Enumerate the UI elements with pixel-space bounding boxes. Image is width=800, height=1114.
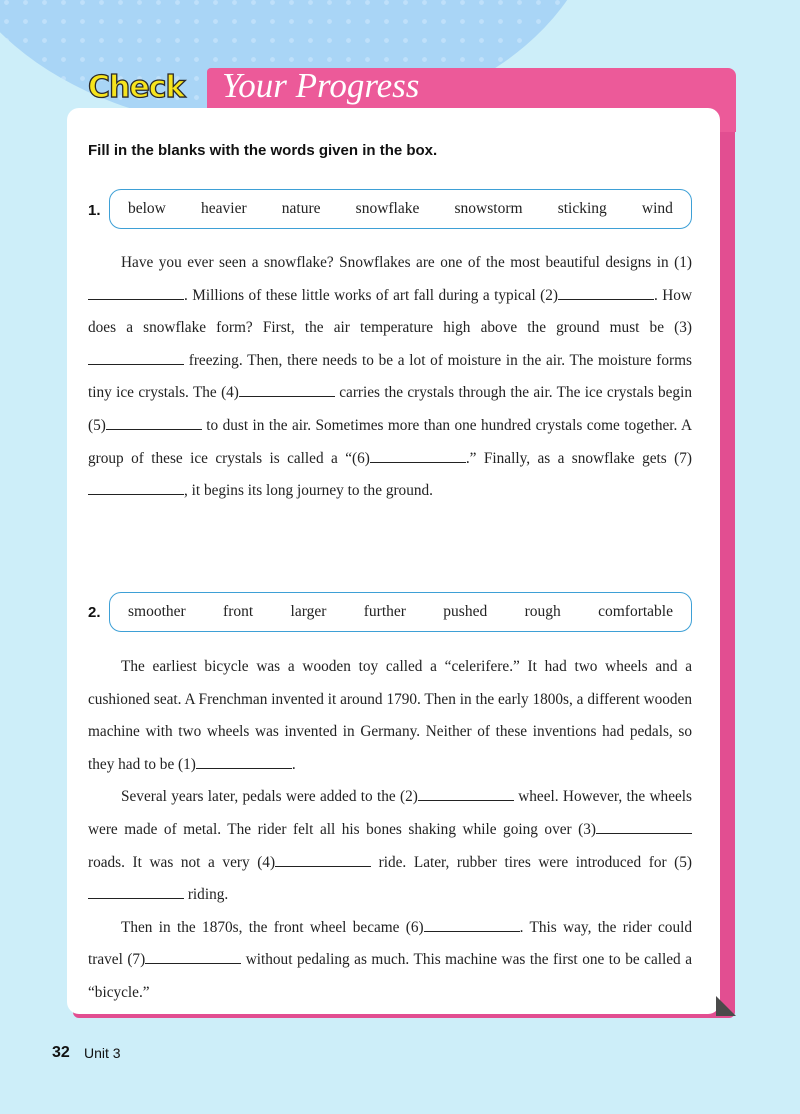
passage-2 <box>88 651 692 1010</box>
word-box-item: pushed <box>443 603 488 620</box>
answer-blank[interactable] <box>106 428 202 430</box>
word-box-item: smoother <box>128 603 186 620</box>
passage-2-paragraph-1: The earliest bicycle was a wooden toy called a “celerifere.” It had two wheels and a cushioned seat. A Frenchman invented it around 1790. Then in the early 1800s, a different wooden machine with two wheels was invented in Germany. Neither of these inventions had pedals, so they had to be (1) . <box>88 658 692 773</box>
word-box-item: wind <box>641 200 673 217</box>
word-box-1 <box>109 189 692 229</box>
passage-2-paragraph-3: Then in the 1870s, the front wheel became (6) . This way, the rider could travel (7) without pedaling as much. This machine was the first one to be called a “bicycle.” <box>88 918 692 1001</box>
page-fold-corner <box>716 996 736 1016</box>
page-number: 32 <box>52 1044 70 1061</box>
answer-blank[interactable] <box>88 363 184 365</box>
answer-blank[interactable] <box>196 767 292 769</box>
word-box-item: sticking <box>557 200 607 217</box>
answer-blank[interactable] <box>418 799 514 801</box>
exercise-1-number: 1. <box>88 202 101 219</box>
word-box-item: below <box>128 200 166 217</box>
answer-blank[interactable] <box>370 461 466 463</box>
word-box-item: further <box>363 603 406 620</box>
unit-label: Unit 3 <box>84 1045 121 1061</box>
word-box-item: snowflake <box>355 200 420 217</box>
answer-blank[interactable] <box>88 298 184 300</box>
answer-blank[interactable] <box>88 493 184 495</box>
word-box-item: comfortable <box>598 603 673 620</box>
answer-blank[interactable] <box>145 962 241 964</box>
answer-blank[interactable] <box>275 865 371 867</box>
word-box-2 <box>109 592 692 632</box>
word-box-item: heavier <box>201 200 247 217</box>
answer-blank[interactable] <box>88 897 184 899</box>
title-check: Check <box>88 70 185 105</box>
passage-1 <box>88 247 692 508</box>
title-your-progress: Your Progress <box>222 66 420 105</box>
passage-1-paragraph: Have you ever seen a snowflake? Snowflakes are one of the most beautiful designs in (1). Millions of these little works of art fall during a typical (2) . How does a snowflake form? First, the air temperature high above the ground must be (3) freezing. Then, there needs to be a lot of moisture in the air. The moisture forms tiny ice crystals. The (4) carries the crystals through the air. The ice crystals begin (5) to dust in the air. Sometimes more than one hundred crystals come together. A group of these ice crystals is called a “(6) .” Finally, as a snowflake gets (7), it begins its long journey to the ground. <box>88 254 692 500</box>
word-box-item: front <box>223 603 254 620</box>
answer-blank[interactable] <box>558 298 654 300</box>
word-box-item: rough <box>524 603 561 620</box>
word-box-item: snowstorm <box>454 200 523 217</box>
answer-blank[interactable] <box>424 930 520 932</box>
word-box-item: larger <box>290 603 327 620</box>
word-box-item: nature <box>281 200 321 217</box>
instruction-text: Fill in the blanks with the words given in the box. <box>88 142 438 159</box>
answer-blank[interactable] <box>596 832 692 834</box>
answer-blank[interactable] <box>239 395 335 397</box>
passage-2-paragraph-2: Several years later, pedals were added to the (2) wheel. However, the wheels were made of metal. The rider felt all his bones shaking while going over (3) roads. It was not a very (4) ride. Later, rubber tires were introduced for (5) riding. <box>88 788 692 904</box>
exercise-2-number: 2. <box>88 604 101 621</box>
